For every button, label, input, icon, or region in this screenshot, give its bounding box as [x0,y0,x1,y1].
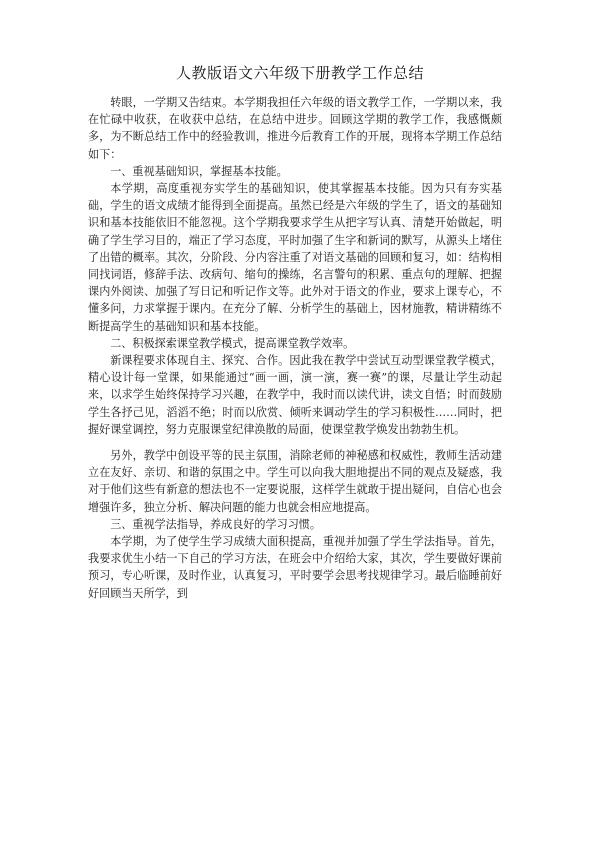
paragraph-section-2a: 新课程要求体现自主、探究、合作。因此我在教学中尝试互动型课堂教学模式，精心设计每一堂课，如果能通过“画一画，演一演，赛一赛”的课，尽量让学生动起来，以求学生始终保持学习兴趣，在教学中，我时而以读代讲，读文自悟；时而鼓励学生各抒己见，滔滔不绝；时而以欣赏、倾听来调动学生的学习积极性……同时，把握好课堂调控，努力克服课堂纪律涣散的局面，使课堂教学焕发出勃勃生机。 [88,354,502,436]
paragraph-intro: 转眼，一学期又告结束。本学期我担任六年级的语文教学工作，一学期以来，我在忙碌中收获，在收获中总结，在总结中进步。回顾这学期的教学工作，我感慨颇多，为不断总结工作中的经验教训，推进今后教育工作的开展，现将本学期工作总结如下： [88,96,502,161]
document-title: 人教版语文六年级下册教学工作总结 [175,64,424,82]
section-heading-1: 一、重视基础知识，掌握基本技能。 [110,164,288,178]
section-heading-3: 三、重视学法指导，养成良好的学习习惯。 [110,517,321,531]
paragraph-section-3: 本学期，为了使学生学习成绩大面积提高，重视并加强了学生学法指导。首先，我要求优生小结一下自己的学习方法，在班会中介绍给大家，其次，学生要做好课前预习，专心听课，及时作业，认真复习，平时要学会思考找规律学习。最后临睡前好好回顾当天所学，到 [88,535,502,600]
section-heading-2: 二、积极探索课堂教学模式，提高课堂教学效率。 [110,336,355,350]
paragraph-section-2b: 另外，教学中创设平等的民主氛围，消除老师的神秘感和权威性，教师生活动建立在友好、亲切、和谐的氛围之中。学生可以向我大胆地提出不同的观点及疑惑，我对于他们这些有新意的想法也不一定要说服，这样学生就敢于提出疑问，自信心也会增强许多，独立分析、解决问题的能力也就会相应地提高。 [88,449,502,514]
paragraph-section-1: 本学期，高度重视夯实学生的基础知识，使其掌握基本技能。因为只有夯实基础，学生的语文成绩才能得到全面提高。虽然已经是六年级的学生了，语文的基础知识和基本技能依旧不能忽视。这个学期我要求学生从把字写认真、清楚开始做起，明确了学生学习目的，端正了学习态度，平时加强了生字和新词的默写，从源头上堵住了出错的概率。其次，分阶段、分内容注重了对语文基础的回顾和复习，如：结构相同找词语，修辞手法、改病句、缩句的操练，名言警句的积累、重点句的理解、把握课内外阅读、加强了写日记和听记作文等。此外对于语文的作业，要求上课专心，不懂多问，力求掌握于课内。在充分了解、分析学生的基础上，因材施教，精讲精练不断提高学生的基础知识和基本技能。 [88,182,502,333]
document-body [88,94,502,602]
